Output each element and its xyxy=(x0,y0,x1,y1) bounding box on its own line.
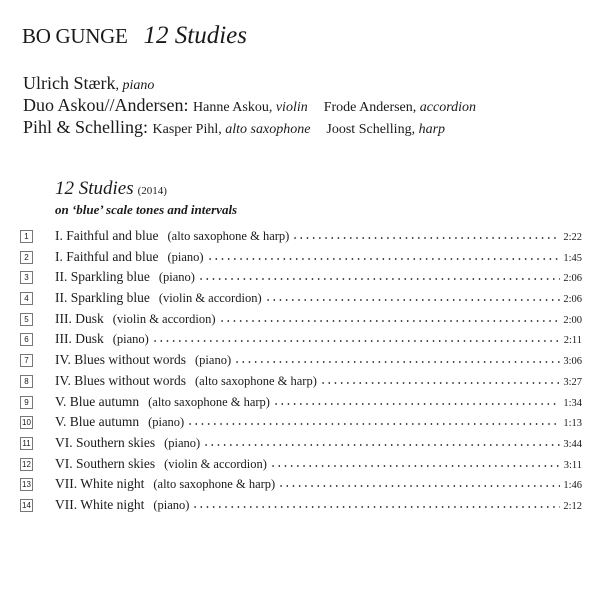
track-number: 11 xyxy=(20,437,33,450)
member-instrument: violin xyxy=(275,100,308,115)
member-name: Hanne Askou xyxy=(193,100,269,115)
track-instrumentation: (piano) xyxy=(112,332,149,347)
track-instrumentation: (violin & accordion) xyxy=(112,311,216,326)
section-title: 12 Studies xyxy=(55,178,134,199)
track-number: 7 xyxy=(20,354,33,367)
dot-leader xyxy=(270,465,561,467)
track-title: V. Blue autumn xyxy=(55,393,140,409)
dot-leader xyxy=(234,361,560,363)
header xyxy=(22,22,247,50)
performer-line: Ulrich Stærk, piano xyxy=(23,73,155,93)
track-row[interactable] xyxy=(20,249,582,270)
track-title: VI. Southern skies xyxy=(55,434,156,450)
track-duration: 3:06 xyxy=(563,356,582,368)
track-number: 6 xyxy=(20,333,33,346)
track-instrumentation: (alto saxophone & harp) xyxy=(148,394,270,409)
track-duration: 2:11 xyxy=(563,335,582,347)
track-row[interactable] xyxy=(20,476,582,497)
dot-leader xyxy=(320,382,560,384)
track-row[interactable] xyxy=(20,290,582,311)
track-row[interactable] xyxy=(20,228,582,249)
track-duration: 3:11 xyxy=(563,459,582,471)
track-number: 2 xyxy=(20,251,33,264)
track-duration: 2:22 xyxy=(563,232,582,243)
track-row[interactable] xyxy=(20,331,582,352)
dot-leader xyxy=(203,444,560,446)
track-title: V. Blue autumn xyxy=(55,414,140,430)
dot-leader xyxy=(273,403,560,405)
track-number: 1 xyxy=(20,230,33,243)
track-row[interactable] xyxy=(20,497,582,518)
track-row[interactable] xyxy=(20,311,582,332)
performer-line: Pihl & Schelling: Kasper Pihl, alto saxophone Joost Schelling, harp xyxy=(23,117,446,137)
track-instrumentation: (alto saxophone & harp) xyxy=(195,373,317,388)
track-duration: 1:34 xyxy=(563,397,582,409)
track-duration: 1:46 xyxy=(563,480,582,492)
track-number: 8 xyxy=(20,375,33,388)
track-instrumentation: (alto saxophone & harp) xyxy=(153,477,276,492)
track-duration: 2:12 xyxy=(563,500,582,512)
track-title: II. Sparkling blue xyxy=(55,290,150,306)
track-duration: 2:00 xyxy=(563,314,582,326)
work-title: 12 Studies xyxy=(143,22,247,49)
dot-leader xyxy=(152,340,561,342)
track-number: 14 xyxy=(20,499,33,512)
dot-leader xyxy=(278,485,560,487)
performer-line: Duo Askou//Andersen: Hanne Askou, violin Frode Andersen, accordion xyxy=(23,95,477,115)
track-title: VI. Southern skies xyxy=(55,455,156,471)
track-row[interactable] xyxy=(20,414,582,435)
track-row[interactable] xyxy=(20,456,582,477)
track-number: 9 xyxy=(20,396,33,409)
track-duration: 3:27 xyxy=(563,376,582,388)
performer-name: Ulrich Stærk xyxy=(23,73,116,93)
performers xyxy=(23,72,476,138)
track-title: VII. White night xyxy=(55,496,145,512)
track-instrumentation: (alto saxophone & harp) xyxy=(167,229,290,243)
track-title: III. Dusk xyxy=(55,310,104,326)
member-instrument: harp xyxy=(418,122,446,137)
track-row[interactable] xyxy=(20,394,582,415)
track-number: 10 xyxy=(20,416,33,429)
dot-leader xyxy=(265,299,561,301)
track-number: 12 xyxy=(20,458,33,471)
track-title: II. Sparkling blue xyxy=(55,269,150,285)
track-instrumentation: (piano) xyxy=(195,353,232,368)
track-row[interactable] xyxy=(20,435,582,456)
member-name: Frode Andersen xyxy=(323,100,413,115)
dot-leader xyxy=(207,258,561,260)
track-title: III. Dusk xyxy=(55,331,104,347)
track-instrumentation: (violin & accordion) xyxy=(164,456,267,471)
section-heading xyxy=(55,178,237,218)
dot-leader xyxy=(198,278,560,280)
member-instrument: accordion xyxy=(419,100,477,115)
section-year: (2014) xyxy=(137,185,167,197)
track-instrumentation: (piano) xyxy=(148,415,185,430)
track-title: I. Faithful and blue xyxy=(55,248,159,264)
dot-leader xyxy=(192,506,560,508)
track-row[interactable] xyxy=(20,269,582,290)
track-title: VII. White night xyxy=(55,476,145,492)
track-instrumentation: (violin & accordion) xyxy=(158,291,262,306)
track-instrumentation: (piano) xyxy=(164,435,201,450)
ensemble-name: Duo Askou//Andersen xyxy=(23,95,184,115)
track-row[interactable] xyxy=(20,373,582,394)
composer-name: BO GUNGE xyxy=(22,24,128,48)
ensemble-name: Pihl & Schelling xyxy=(23,117,144,137)
track-duration: 2:06 xyxy=(563,294,582,306)
member-name: Kasper Pihl xyxy=(152,122,219,137)
track-duration: 2:06 xyxy=(563,273,582,285)
track-duration: 1:45 xyxy=(563,252,582,264)
track-row[interactable] xyxy=(20,352,582,373)
track-number: 5 xyxy=(20,313,33,326)
dot-leader xyxy=(219,320,561,322)
section-subtitle: on ‘blue’ scale tones and intervals xyxy=(55,202,238,217)
track-instrumentation: (piano) xyxy=(153,497,190,512)
performer-instrument: piano xyxy=(122,78,155,93)
track-number: 13 xyxy=(20,478,33,491)
track-title: I. Faithful and blue xyxy=(55,228,159,243)
member-name: Joost Schelling xyxy=(326,122,412,137)
dot-leader xyxy=(292,237,560,239)
track-number: 3 xyxy=(20,271,33,284)
track-number: 4 xyxy=(20,292,33,305)
track-list xyxy=(20,228,582,518)
track-instrumentation: (piano) xyxy=(158,270,195,285)
track-duration: 3:44 xyxy=(563,438,582,450)
track-instrumentation: (piano) xyxy=(167,249,204,264)
track-title: IV. Blues without words xyxy=(55,352,187,368)
track-title: IV. Blues without words xyxy=(55,372,187,388)
dot-leader xyxy=(187,423,560,425)
track-duration: 1:13 xyxy=(563,418,582,430)
member-instrument: alto saxophone xyxy=(225,122,311,137)
